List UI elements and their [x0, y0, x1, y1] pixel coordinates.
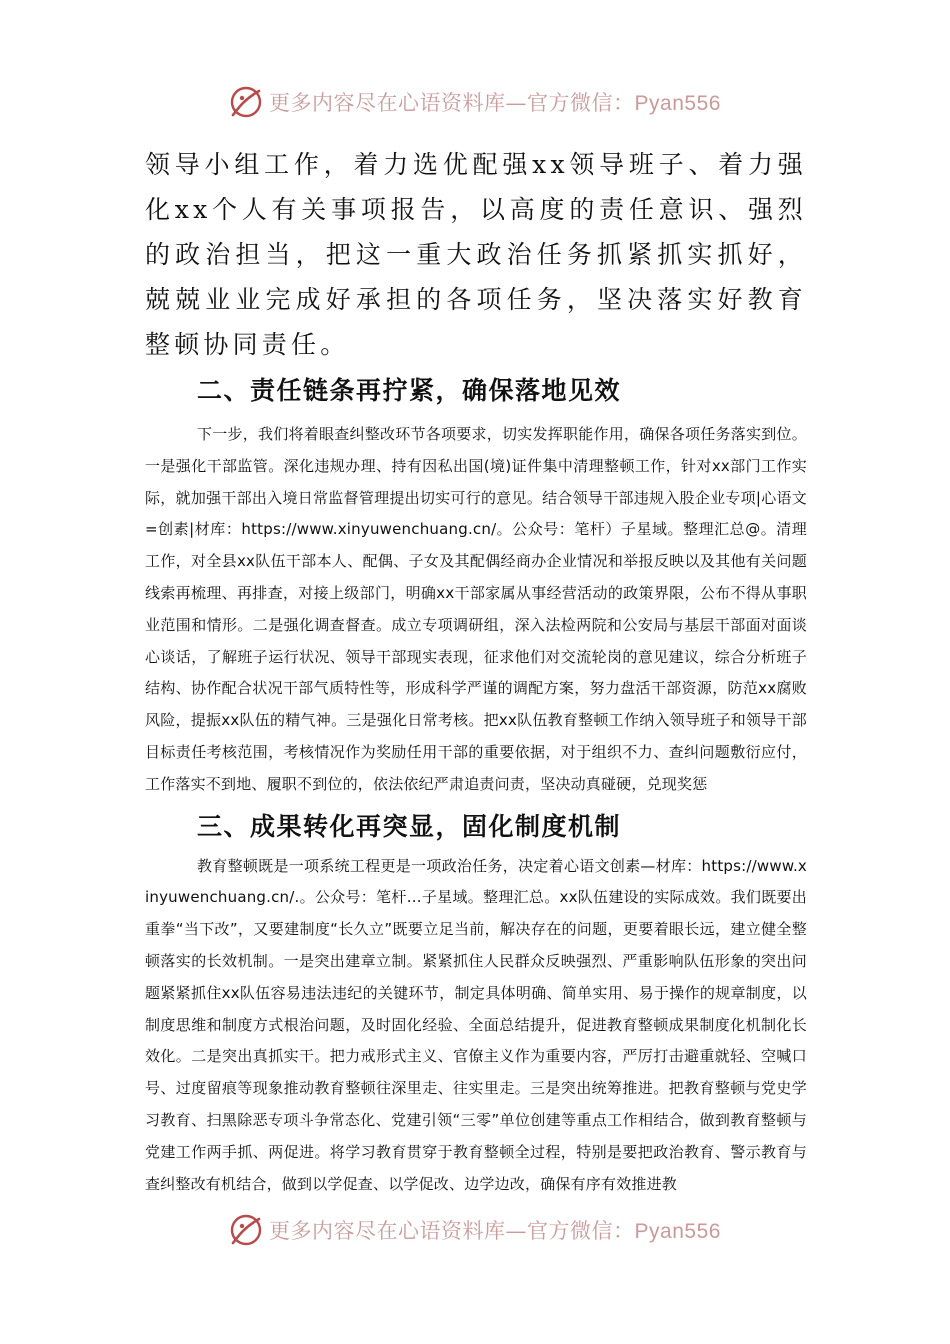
document-body	[145, 142, 807, 1200]
section-2-heading: 二、责任链条再拧紧，确保落地见效	[197, 376, 622, 405]
banner-label: 更多内容尽在心语资料库—官方微信：	[269, 91, 635, 115]
banner-wechat-id: Pyan556	[634, 1220, 721, 1243]
banner-text	[269, 87, 721, 117]
section-3-paragraph: 教育整顿既是一项系统工程更是一项政治任务，决定着心语文创素—材库：https://www.xinyuwenchuang.cn/.。公众号：笔杆…子星域。整理汇总。xx队伍建设的实际成效。我们既要出重拳“当下改”，又要建制度“长久立”既要立足当前，解决存在的问题，更要着眼长远，建立健全整顿落实的长效机制。一是突出建章立制。紧紧抓住人民群众反映强烈、严重影响队伍形象的突出问题紧紧抓住xx队伍容易违法违纪的关键环节，制定具体明确、简单实用、易于操作的规章制度，以制度思维和制度方式根治问题，及时固化经验、全面总结提升，促进教育整顿成果制度化机制化长效化。二是突出真抓实干。把力戒形式主义、官僚主义作为重要内容，严厉打击避重就轻、空喊口号、过度留痕等现象推动教育整顿往深里走、往实里走。三是突出统筹推进。把教育整顿与党史学习教育、扫黑除恶专项斗争常态化、党建引领“三零”单位创建等重点工作相结合，做到教育整顿与党建工作两手抓、两促进。将学习教育贯穿于教育整顿全过程，特别是要把政治教育、警示教育与查纠整改有机结合，做到以学促查、以学促改、边学边改，确保有序有效推进教	[145, 856, 807, 1193]
continuation-paragraph: 领导小组工作，着力选优配强xx领导班子、着力强化xx个人有关事项报告，以高度的责任意识、强烈的政治担当，把这一重大政治任务抓紧抓实抓好，兢兢业业完成好承担的各项任务，坚决落实好教育整顿协同责任。	[145, 150, 807, 359]
banner-label: 更多内容尽在心语资料库—官方微信：	[269, 1219, 635, 1243]
footer-banner	[0, 1210, 950, 1250]
pen-circle-logo-icon	[229, 1213, 263, 1247]
banner-text	[269, 1215, 721, 1245]
section-2-paragraph: 下一步，我们将着眼查纠整改环节各项要求，切实发挥职能作用，确保各项任务落实到位。一是强化干部监管。深化违规办理、持有因私出国(境)证件集中清理整顿工作，针对xx部门工作实际，就加强干部出入境日常监督管理提出切实可行的意见。结合领导干部违规入股企业专项|心语文=创素|材库：https://www.xinyuwenchuang.cn/。公众号：笔杆）子星域。整理汇总@。清理工作，对全县xx队伍干部本人、配偶、子女及其配偶经商办企业情况和举报反映以及其他有关问题线索再梳理、再排查，对接上级部门，明确xx干部家属从事经营活动的政策界限，公布不得从事职业范围和情形。二是强化调查督查。成立专项调研组，深入法检两院和公安局与基层干部面对面谈心谈话，了解班子运行状况、领导干部现实表现，征求他们对交流轮岗的意见建议，综合分析班子结构、协作配合状况干部气质特性等，形成科学严谨的调配方案，努力盘活干部资源，防范xx腐败风险，提振xx队伍的精气神。三是强化日常考核。把xx队伍教育整顿工作纳入领导班子和领导干部目标责任考核范围，考核情况作为奖励任用干部的重要依据，对于组织不力、查纠问题敷衍应付，工作落实不到地、履职不到位的，依法依纪严肃追责问责，坚决动真碰硬，兑现奖惩	[145, 425, 807, 793]
section-3-heading: 三、成果转化再突显，固化制度机制	[197, 811, 622, 841]
pen-circle-logo-icon	[229, 85, 263, 119]
header-banner	[0, 82, 950, 122]
banner-wechat-id: Pyan556	[634, 92, 721, 115]
